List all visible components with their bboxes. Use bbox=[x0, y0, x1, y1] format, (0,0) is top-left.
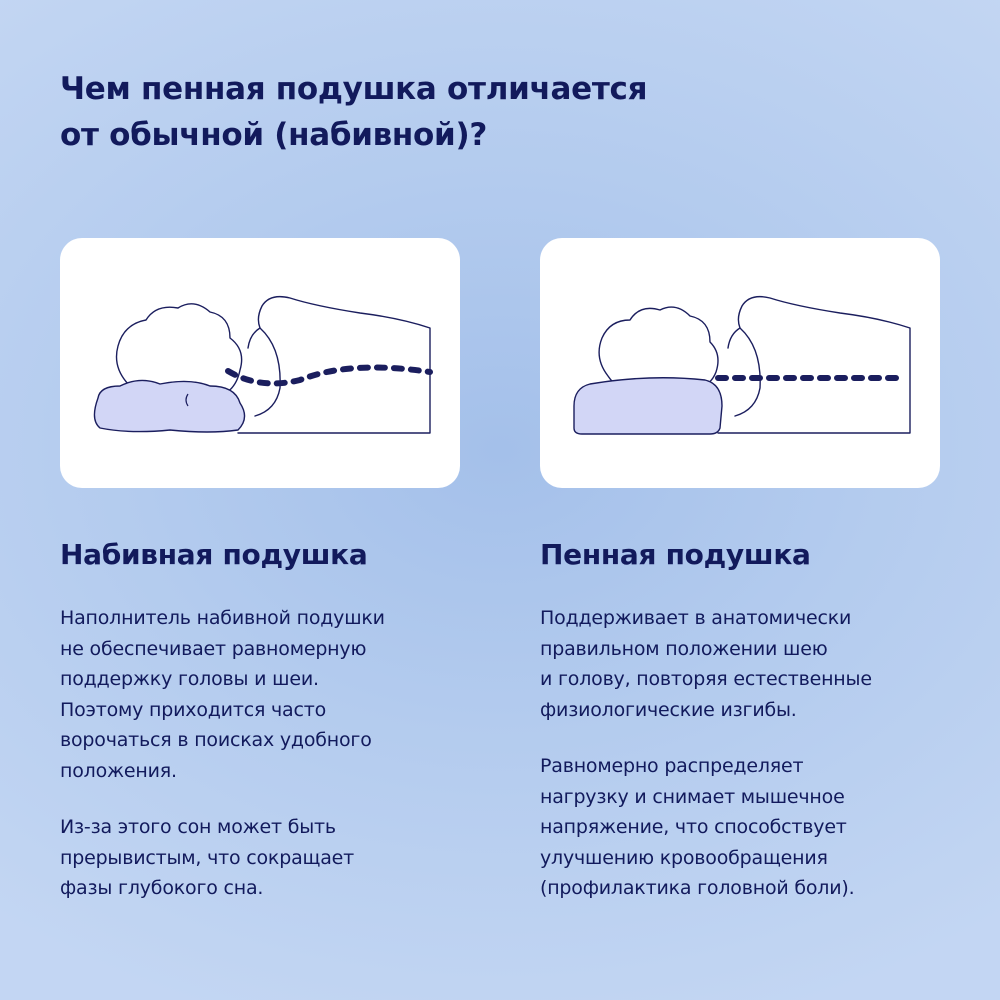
text-line: не обеспечивает равномерную bbox=[60, 637, 367, 660]
feather-pillow-illustration bbox=[60, 238, 460, 488]
feather-pillow-paragraph bbox=[60, 812, 480, 904]
text-line: поддержку головы и шеи. bbox=[60, 668, 319, 690]
text-line: правильном положении шею bbox=[540, 637, 828, 660]
text-line: Равномерно распределяет bbox=[540, 755, 804, 777]
feather-pillow-heading: Набивная подушка bbox=[60, 538, 368, 571]
text-line: улучшению кровообращения bbox=[540, 846, 828, 869]
foam-pillow-paragraph bbox=[540, 603, 960, 725]
text-line: Из-за этого сон может быть bbox=[60, 816, 336, 838]
foam-pillow-paragraph bbox=[540, 751, 960, 904]
text-line: Наполнитель набивной подушки bbox=[60, 607, 385, 629]
text-line: и голову, повторяя естественные bbox=[540, 668, 872, 690]
foam-pillow-heading: Пенная подушка bbox=[540, 538, 811, 571]
text-line: прерывистым, что сокращает bbox=[60, 846, 355, 869]
title-line: от обычной (набивной)? bbox=[60, 117, 488, 153]
text-line: нагрузку и снимает мышечное bbox=[540, 785, 845, 808]
foam-pillow-sleeper-icon bbox=[540, 238, 940, 488]
text-line: физиологические изгибы. bbox=[540, 698, 797, 721]
feather-pillow-section bbox=[60, 533, 480, 930]
text-line: Поэтому приходится часто bbox=[60, 698, 327, 721]
title-line: Чем пенная подушка отличается bbox=[60, 71, 648, 107]
text-line: ворочаться в поисках удобного bbox=[60, 729, 372, 751]
text-line: фазы глубокого сна. bbox=[60, 877, 264, 899]
feather-pillow-sleeper-icon bbox=[60, 238, 460, 488]
foam-pillow-illustration bbox=[540, 238, 940, 488]
foam-pillow-section bbox=[540, 533, 960, 930]
text-line: положения. bbox=[60, 759, 177, 782]
text-line: напряжение, что способствует bbox=[540, 816, 847, 838]
text-line: (профилактика головной боли). bbox=[540, 877, 855, 899]
page-title bbox=[60, 66, 920, 158]
feather-pillow-paragraph bbox=[60, 603, 480, 786]
text-line: Поддерживает в анатомически bbox=[540, 607, 852, 629]
